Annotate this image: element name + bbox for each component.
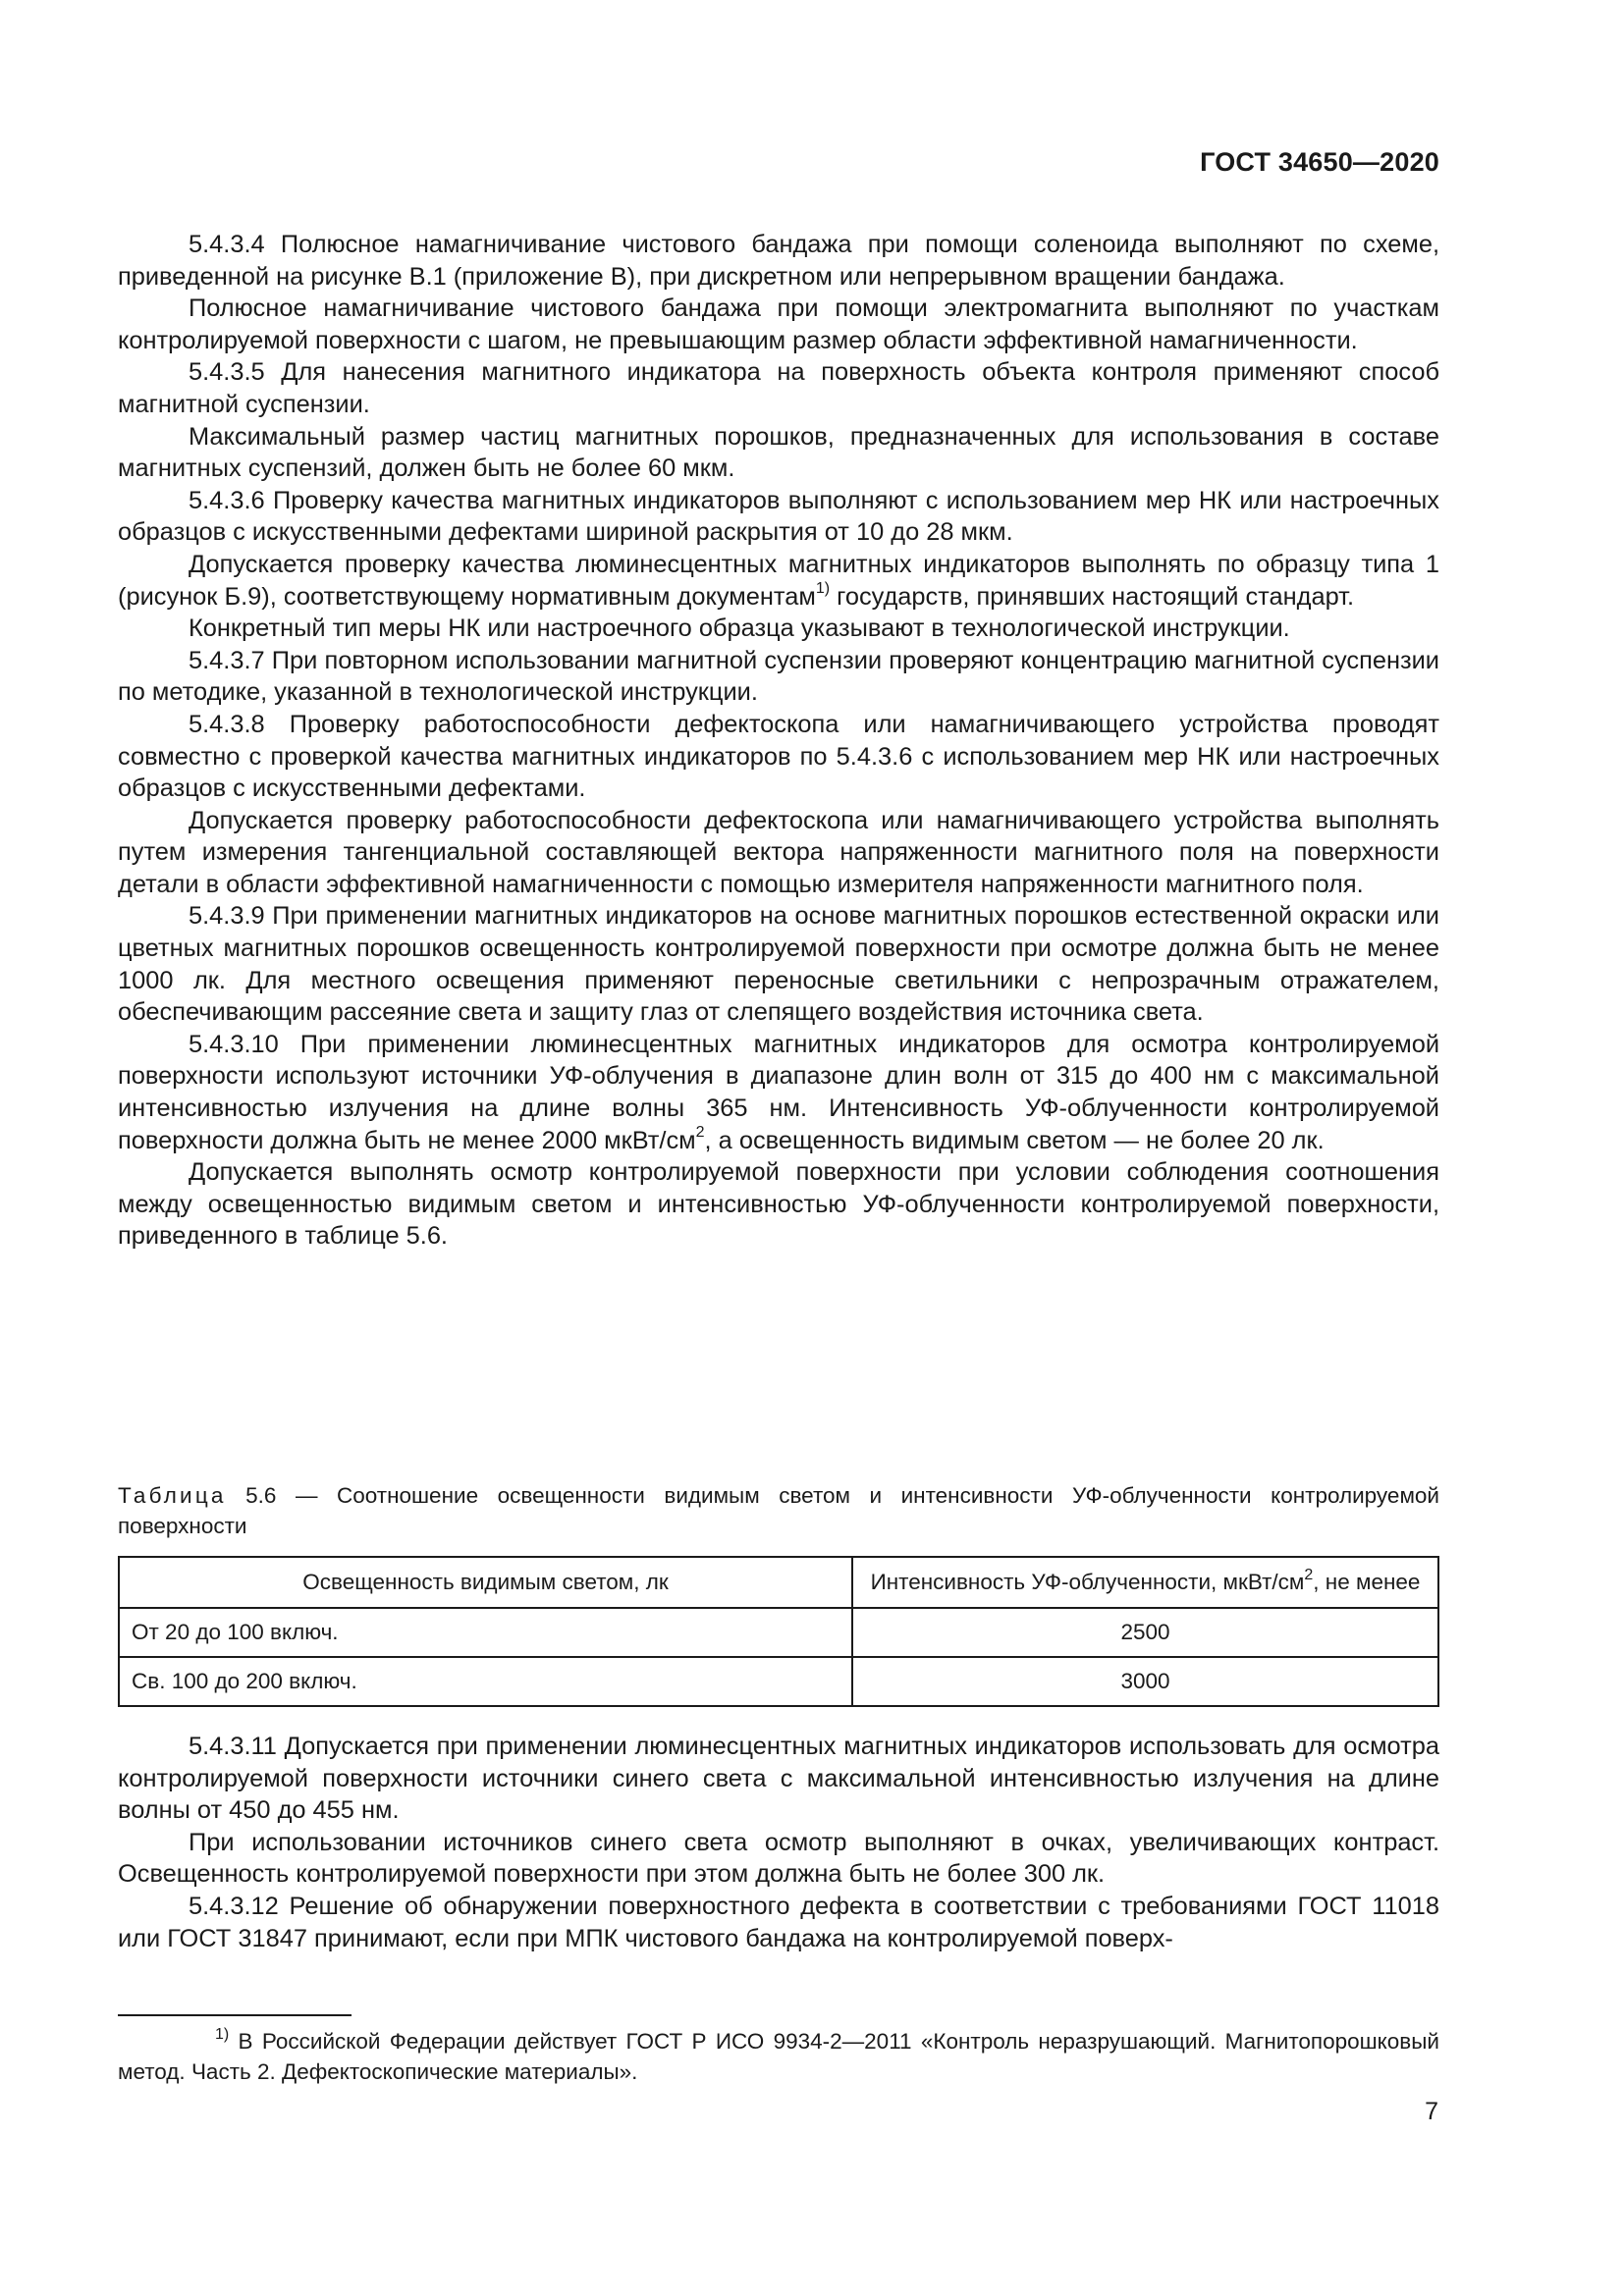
table-header-row (119, 1557, 1438, 1608)
paragraph-5-4-3-7: 5.4.3.7 При повторном использовании магнитной суспензии проверяют концентрацию магнитной суспензии по методике, указанной в технологической инструкции. (118, 646, 1439, 707)
table-caption (118, 1480, 1439, 1541)
paragraph-5-4-3-9: 5.4.3.9 При применении магнитных индикаторов на основе магнитных порошков естественной окраски или цветных магнитных порошков освещенность контролируемой поверхности при осмотре должна быть не менее 1000 лк. Для местного освещения применяют переносные светильники с непрозрачным отражателем, обеспечивающим рассеяние света и защиту глаз от слепящего воздействия источника света. (118, 902, 1439, 1027)
body-text-top (118, 229, 1439, 1253)
footnote-text (118, 2026, 1439, 2087)
superscript: 2 (695, 1124, 705, 1142)
paragraph-5-4-3-4: 5.4.3.4 Полюсное намагничивание чистового бандажа при помощи соленоида выполняют по схеме, приведенной на рисунке В.1 (приложение В), при дискретном или непрерывном вращении бандажа. (118, 231, 1439, 291)
paragraph-5-4-3-8: 5.4.3.8 Проверку работоспособности дефектоскопа или намагничивающего устройства проводят совместно с проверкой качества магнитных индикаторов по 5.4.3.6 с использованием мер НК или настроечных образцов с искусственными дефектами. (118, 710, 1439, 803)
paragraph-with-footnote-ref (118, 549, 1439, 613)
footnote-mark: 1) (215, 2025, 230, 2043)
table-cell-range: Св. 100 до 200 включ. (119, 1657, 852, 1706)
footnote (118, 2026, 1439, 2087)
paragraph-5-4-3-12: 5.4.3.12 Решение об обнаружении поверхностного дефекта в соответствии с требованиями ГОСТ 11018 или ГОСТ 31847 принимают, если при МПК чистового бандажа на контролируемой поверх- (118, 1892, 1439, 1952)
paragraph-5-4-3-6: 5.4.3.6 Проверку качества магнитных индикаторов выполняют с использованием мер НК или настроечных образцов с искусственными дефектами шириной раскрытия от 10 до 28 мкм. (118, 486, 1439, 547)
page-number: 7 (1425, 2098, 1438, 2125)
paragraph-text: , а освещенность видимым светом — не более 20 лк. (704, 1126, 1325, 1154)
paragraph: При использовании источников синего света осмотр выполняют в очках, увеличивающих контраст. Освещенность контролируемой поверхности при этом должна быть не более 300 лк. (118, 1828, 1439, 1889)
body-text-bottom (118, 1731, 1439, 1954)
paragraph: Конкретный тип меры НК или настроечного образца указывают в технологической инструкции. (189, 614, 1290, 643)
paragraph-5-4-3-10 (118, 1029, 1439, 1156)
paragraph: Полюсное намагничивание чистового бандажа при помощи электромагнита выполняют по участкам контролируемой поверхности с шагом, не превышающим размер области эффективной намагниченности. (118, 294, 1439, 354)
table-header-cell (852, 1557, 1438, 1608)
paragraph-text: 5.4.3.10 При применении люминесцентных магнитных индикаторов для осмотра контролируемой поверхности используют источники УФ-облучения в диапазоне длин волн от 315 до 400 нм с максимальной интенсивностью излучения на длине волны 365 нм. Интенсивность УФ-облученности контролируемой поверхности должна быть не менее 2000 мкВт/см (118, 1030, 1439, 1154)
document-code-header: ГОСТ 34650—2020 (1200, 147, 1439, 177)
table-row (119, 1608, 1438, 1657)
paragraph: Максимальный размер частиц магнитных порошков, предназначенных для использования в составе магнитных суспензий, должен быть не более 60 мкм. (118, 422, 1439, 483)
paragraph: Допускается выполнять осмотр контролируемой поверхности при условии соблюдения соотношения между освещенностью видимым светом и интенсивностью УФ-облученности контролируемой поверхности, приведенного в таблице 5.6. (118, 1158, 1439, 1251)
paragraph-text: Допускается проверку качества люминесцентных магнитных индикаторов выполнять по образцу типа 1 (рисунок Б.9), соответствующему нормативным документам (118, 550, 1439, 611)
table-header-cell: Освещенность видимым светом, лк (119, 1557, 852, 1608)
footnote-body: В Российской Федерации действует ГОСТ Р ИСО 9934-2—2011 «Контроль неразрушающий. Магнитопорошковый метод. Часть 2. Дефектоскопические материалы». (118, 2029, 1439, 2084)
footnote-separator (118, 2014, 352, 2016)
header-text: , не менее (1313, 1570, 1421, 1594)
table-caption-text: 5.6 — Соотношение освещенности видимым светом и интенсивности УФ-облученности контролируемой поверхности (118, 1483, 1439, 1538)
paragraph-5-4-3-11: 5.4.3.11 Допускается при применении люминесцентных магнитных индикаторов использовать для осмотра контролируемой поверхности источники синего света с максимальной интенсивностью излучения на длине волны от 450 до 455 нм. (118, 1733, 1439, 1825)
paragraph-5-4-3-5: 5.4.3.5 Для нанесения магнитного индикатора на поверхность объекта контроля применяют способ магнитной суспензии. (118, 358, 1439, 418)
paragraph-text: государств, принявших настоящий стандарт. (830, 582, 1354, 611)
table-cell-range: От 20 до 100 включ. (119, 1608, 852, 1657)
superscript: 2 (1304, 1566, 1314, 1583)
table-5-6 (118, 1556, 1439, 1707)
table-row (119, 1657, 1438, 1706)
footnote-reference: 1) (815, 580, 831, 598)
table-cell-value: 2500 (852, 1608, 1438, 1657)
table-cell-value: 3000 (852, 1657, 1438, 1706)
header-text: Интенсивность УФ-облученности, мкВт/см (870, 1570, 1305, 1594)
table-caption-label: Таблица (118, 1483, 227, 1508)
paragraph: Допускается проверку работоспособности дефектоскопа или намагничивающего устройства выполнять путем измерения тангенциальной составляющей вектора напряженности магнитного поля на поверхности детали в области эффективной намагниченности с помощью измерителя напряженности магнитного поля. (118, 806, 1439, 898)
